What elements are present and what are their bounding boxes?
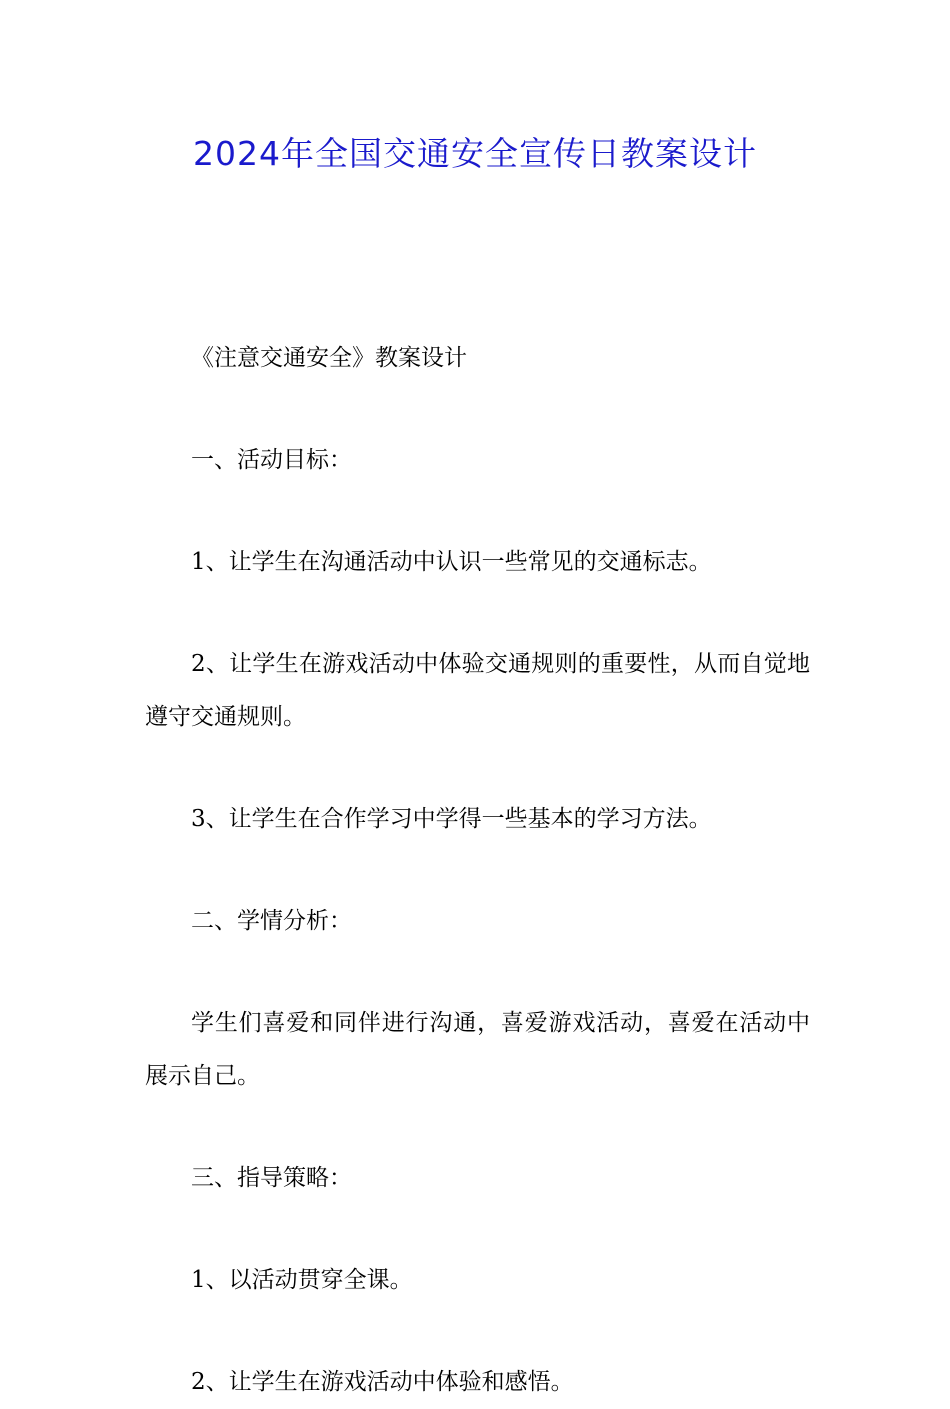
paragraph-goal-1: 1、让学生在沟通活动中认识一些常见的交通标志。 <box>191 549 712 575</box>
paragraph-lesson-title: 《注意交通安全》教案设计 <box>191 345 467 371</box>
paragraph-strategy-2: 2、让学生在游戏活动中体验和感悟。 <box>191 1369 574 1395</box>
document-title: 2024年全国交通安全宣传日教案设计 <box>193 134 757 173</box>
paragraph-goal-3: 3、让学生在合作学习中学得一些基本的学习方法。 <box>191 806 712 832</box>
paragraph-heading-strategy: 三、指导策略： <box>191 1165 352 1191</box>
paragraph-analysis: 学生们喜爱和同伴进行沟通，喜爱游戏活动，喜爱在活动中展示自己。 <box>145 1010 810 1089</box>
paragraph-strategy-1: 1、以活动贯穿全课。 <box>191 1267 413 1293</box>
document-body <box>145 332 810 1409</box>
paragraph-heading-goals: 一、活动目标： <box>191 447 352 473</box>
paragraph-goal-2: 2、让学生在游戏活动中体验交通规则的重要性，从而自觉地遵守交通规则。 <box>145 651 810 730</box>
paragraph-heading-analysis: 二、学情分析： <box>191 908 352 934</box>
